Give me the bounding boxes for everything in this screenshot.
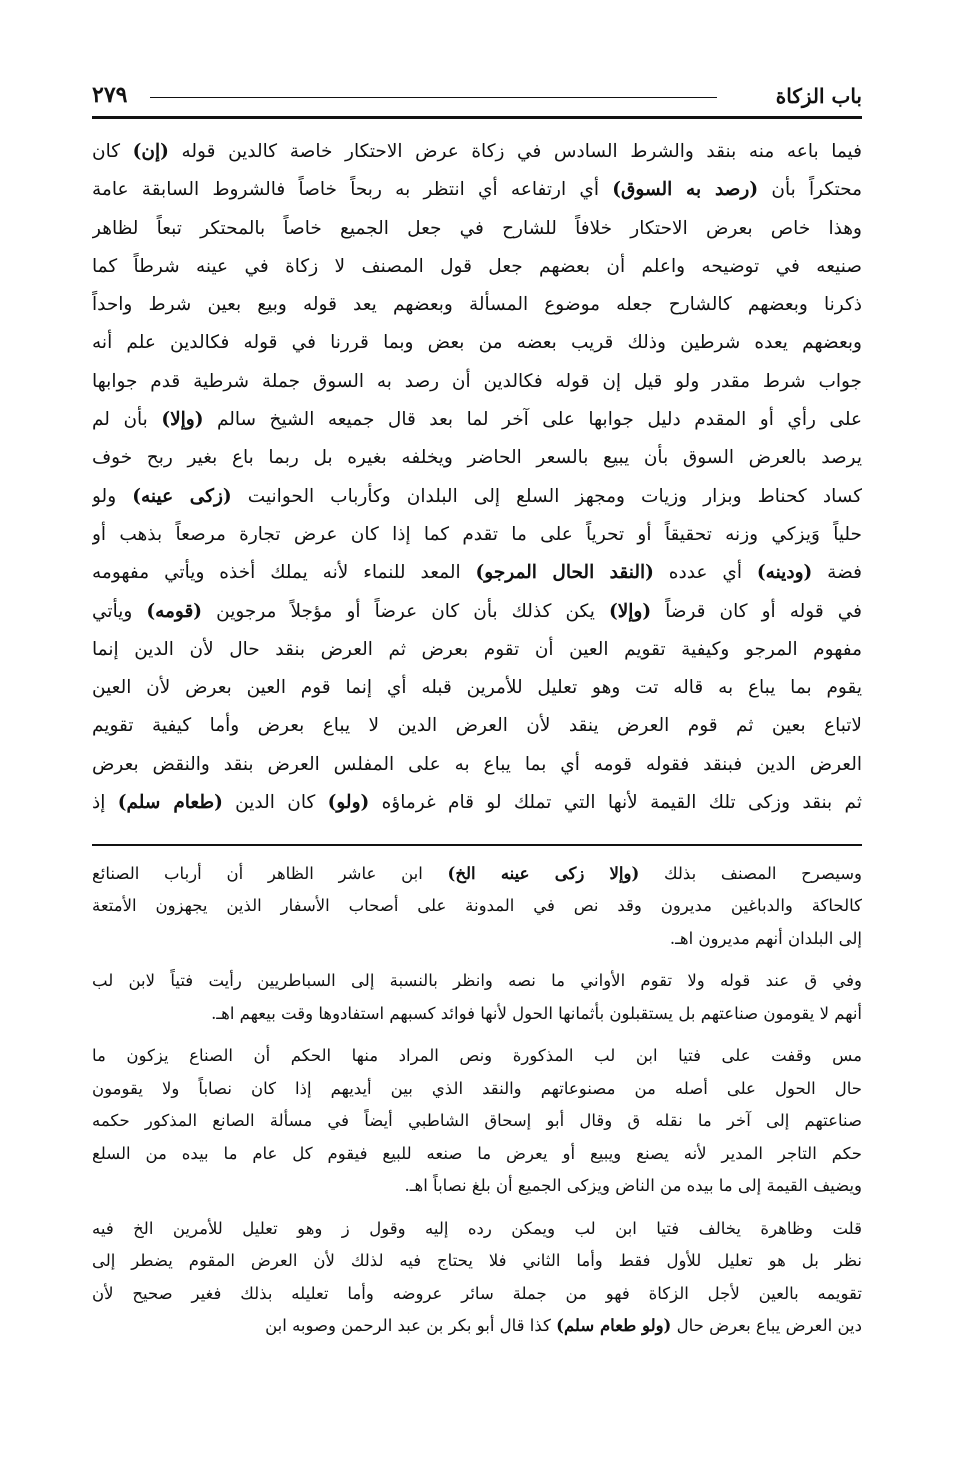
commentary-text: إلى البلدان أنهم مديرون اهـ. (669, 928, 862, 948)
commentary-text: وسيصرح المصنف بذلك (639, 863, 862, 883)
commentary-text: لاتباع بعين ثم قوم العرض ينقد لأن العرض الدين لا يباع بعرض وأما كيفية تقويم (92, 715, 862, 737)
body-line (92, 516, 862, 554)
commentary-text: صنيعه في توضيحه واعلم أن بعضهم جعل قول المصنف لا زكاة في عينه شرطاً كما (92, 255, 862, 277)
commentary-text: جواب شرط مقدر ولو قيل إن قوله فكالدين أن رصد به السوق جملة شرطية قدم جوابها (92, 370, 862, 392)
commentary-text: حلياً وَيزكي وزنه تحقيقاً أو تحرياً على ما تقدم كما إذا كان عرض تجارة مرصعاً بذهب أو (92, 523, 862, 545)
commentary-text: محتكراً بأن (758, 179, 862, 201)
quoted-matn-text: (ولو) (327, 792, 370, 814)
footnote-line (92, 1245, 862, 1278)
commentary-text: حكم التاجر المدير لأنه يصنع ويبيع أو يعرض ما صنعه للبيع فيقوم كل عام ما بيده من السلع (92, 1143, 862, 1163)
footnote-line (92, 923, 862, 956)
commentary-text: صناعتهم إلى آخر ما نقله ق وقال أبو إسحاق الشاطبي أيضاً في مسألة الصانع المذكور حكمه (92, 1111, 862, 1131)
book-page (92, 70, 862, 1410)
main-body-text (92, 133, 862, 822)
quoted-matn-text: (قومه) (146, 600, 203, 622)
commentary-text: أي ارتفاعه أي انتظر به ربحاً خاصاً فالشروط السابقة عامة (92, 179, 613, 201)
commentary-text: العرض الدين فبنقد فقوله قومه أي بما يباع به على المفلس العرض بنقد والنقض بعرض (92, 753, 862, 775)
body-line (92, 784, 862, 822)
commentary-text: ويضيف القيمة إلى ما بيده من الناض ويزكى الجميع أن بلغ نصاباً اهـ. (404, 1176, 862, 1196)
footnote-paragraph (92, 965, 862, 1030)
commentary-text: المعد للنماء لأنه يملك أخذه ويأتي مفهومه (92, 562, 476, 584)
footnote-line (92, 1310, 862, 1343)
footnote-divider (92, 844, 862, 846)
quoted-matn-text: (إن) (132, 141, 169, 162)
commentary-text: كان (92, 141, 133, 162)
commentary-text: على رأي أو المقدم دليل جوابها على آخر لما بعد قال جميعه الشيخ سالم (203, 409, 862, 431)
body-line (92, 401, 862, 439)
commentary-text: يكن كذلك بأن كان عرضاً أو مؤجلاً مرجوين (202, 600, 609, 622)
footnote-line (92, 1170, 862, 1203)
commentary-text: يرصد بالعرض السوق بأن يبيع بالسعر الحاضر ويخلفه بغيره بل ربما باع بغير ربح خوف (92, 447, 862, 469)
body-line (92, 554, 862, 592)
commentary-text: نظر بل هو تعليل للأول فقط وأما الثاني فلا يحتاج فيه لذلك لأن العرض المقوم يضطر إلى (92, 1251, 862, 1271)
commentary-text: فضة (812, 562, 862, 584)
commentary-text: كان الدين (222, 792, 328, 814)
quoted-matn-text: (زكى عينه) (132, 485, 232, 507)
commentary-text: يقوم بما يباع به قاله تت وهو تعليل للأمرين قبله أي إنما قوم العين بعرض لأن العين (92, 677, 862, 699)
body-line (92, 248, 862, 286)
commentary-text: ابن عاشر الظاهر أن أرباب الصنائع (92, 863, 448, 883)
commentary-text: تقويمه بالعين لأجل الزكاة فهو من جملة سائر عروضه وأما تعليله بذلك فغير صحيح لأن (92, 1283, 862, 1303)
footnote-line (92, 1105, 862, 1138)
body-line (92, 631, 862, 669)
quoted-matn-text: (النقد الحال المرجو) (475, 562, 654, 584)
footnote-line (92, 1138, 862, 1171)
footnote-line (92, 858, 862, 891)
header-divider (92, 116, 862, 119)
quoted-matn-text: (طعام سلم) (117, 792, 223, 814)
page-header (92, 70, 862, 114)
body-line (92, 210, 862, 248)
footnote-line (92, 1278, 862, 1311)
commentary-text: دين العرض يباع بعرض حال (671, 1316, 862, 1336)
quoted-matn-text: (وإلا) (161, 409, 204, 431)
commentary-text: ويأتي (92, 600, 147, 622)
chapter-title: باب الزكاة (775, 84, 862, 108)
quoted-matn-text: (ولو طعام سلم) (556, 1316, 672, 1336)
commentary-text: وبعضهم يعده شرطين وذلك قريب بعضه من بعض وبما قررنا في قوله فكالدين علم أنه (92, 332, 862, 354)
body-line (92, 133, 862, 171)
footnote-line (92, 890, 862, 923)
quoted-matn-text: (وإلا) (608, 600, 652, 622)
footnote-line (92, 1040, 862, 1073)
body-line (92, 478, 862, 516)
body-line (92, 593, 862, 631)
commentary-text: كذا قال أبو بكر بن عبد الرحمن وصوبه ابن (265, 1316, 557, 1336)
commentary-text: حال الحول على أصله من مصنوعاتهم والنقد الذي بين أيديهم إذا كان نصاباً ولا يقومون (92, 1078, 862, 1098)
footnote-line (92, 998, 862, 1031)
body-line (92, 363, 862, 401)
body-line (92, 669, 862, 707)
footnote-line (92, 1073, 862, 1106)
commentary-text: أنهم لا يقومون صناعتهم بل يستقبلون بأثمانها الحول لأنها فوائد كسبهم استفادوها وقت بيعهم اهـ. (211, 1003, 862, 1023)
commentary-text: كساد كحناط وبزار وزيات ومجهز السلع إلى البلدان وكأرباب الحوانيت (231, 485, 862, 507)
commentary-text: ذكرنا وبعضهم كالشارح جعله موضوع المسألة وبعضهم يعد قوله وبيع بعين شرط واحداً (92, 294, 862, 316)
body-line (92, 171, 862, 209)
footnote-line (92, 1213, 862, 1246)
quoted-matn-text: (ودينه) (756, 562, 813, 584)
commentary-text: بأن لم (92, 409, 162, 431)
body-line (92, 707, 862, 745)
quoted-matn-text: (رصد به السوق) (612, 179, 759, 201)
footnote-line (92, 965, 862, 998)
commentary-text: قلت وظاهرة يخالف فتيا ابن لب ويمكن رده إليه وقول ز وهو تعليل للأمرين الخ فيه (92, 1218, 862, 1238)
commentary-text: مس وقفت على فتيا ابن لب المذكورة ونص المراد منها الحكم أن الصناع يزكون ما (92, 1046, 862, 1066)
body-line (92, 286, 862, 324)
commentary-text: كالحاكة والدباغين مديرون وقد نص في المدونة على أصحاب الأسفار الذين يجهزون الأمتعة (92, 896, 862, 916)
body-line (92, 746, 862, 784)
body-line (92, 439, 862, 477)
commentary-text: فيما باعه منه بنقد والشرط السادس في زكاة عرض الاحتكار خاصة كالدين قوله (168, 141, 862, 162)
commentary-text: مفهوم المرجو وكيفية تقويم العين أن تقوم بعرض ثم العرض بنقد حال لأن الدين إنما (92, 638, 862, 660)
quoted-matn-text: (وإلا زكى عينه الخ) (447, 863, 640, 883)
commentary-text: ثم بنقد وزكى تلك القيمة لأنها التي تملك لو قام غرماؤه (369, 792, 862, 814)
commentary-text: في قوله أو كان قرضاً (651, 600, 862, 622)
commentary-text: وهذا خاص بعرض الاحتكار خلافاً للشارح في جعل الجميع خاصاً بالمحتكر تبعاً لظاهر (92, 217, 862, 239)
body-line (92, 324, 862, 362)
commentary-text: ولو (92, 485, 133, 507)
commentary-text: أي عدده (653, 562, 757, 584)
footnote-paragraph (92, 1213, 862, 1343)
footnotes-section (92, 858, 862, 1343)
commentary-text: إذ (92, 792, 118, 814)
footnote-paragraph (92, 1040, 862, 1203)
commentary-text: وفي ق عند قوله ولا تقوم الأواني ما نصه وانظر بالنسبة إلى السباطريين رأيت فتياً لابن لب (92, 971, 862, 991)
page-number: ٢٧٩ (92, 82, 128, 108)
footnote-paragraph (92, 858, 862, 956)
header-rule (150, 97, 717, 99)
